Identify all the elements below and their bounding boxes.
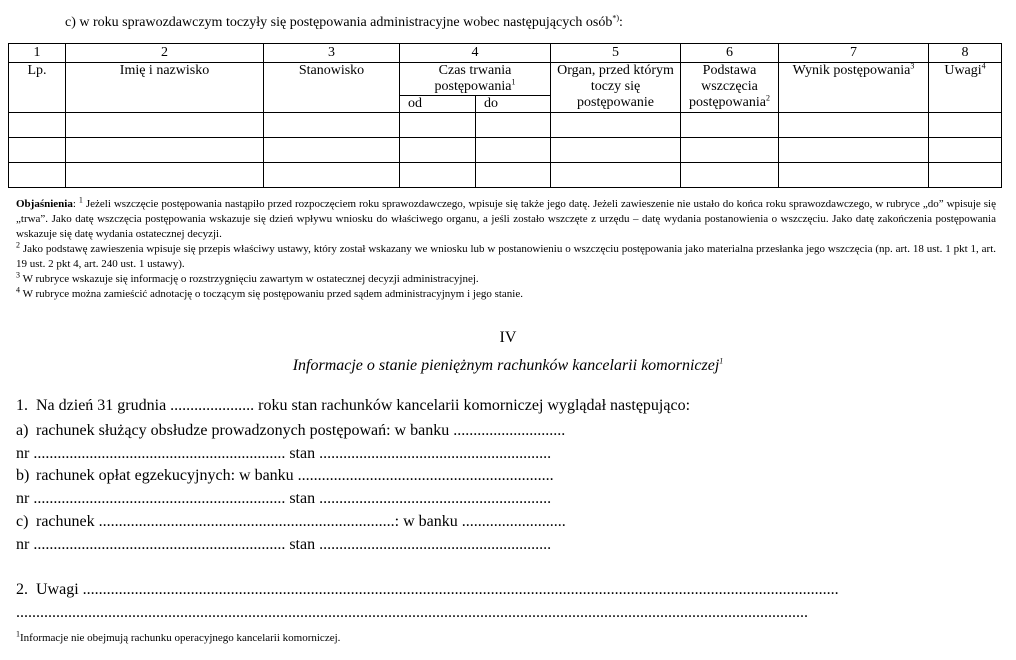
line-2-text[interactable]: Uwagi ............................................................................................................................................................................................. (36, 581, 839, 598)
line-nr-2[interactable]: nr ............................................................... stan .......................................................... (16, 490, 552, 507)
header-stanowisko: Stanowisko (264, 63, 400, 113)
col-num: 4 (400, 44, 551, 63)
section-title-text: Informacje o stanie pieniężnym rachunków kancelarii komorniczej (292, 357, 720, 374)
line-b (16, 467, 554, 485)
column-number-row (9, 44, 1002, 63)
header-podstawa (681, 63, 779, 113)
note-2-text: Jako podstawę zawieszenia wpisuje się przepis właściwy ustawy, który został wskazany we wniosku lub w postanowieniu o wszczęciu postępowania jako materialna przesłanka jego wszczęcia (np. art. 18 ust. 1 pkt 1, art. 19 ust. 2 pkt 4, art. 240 ust. 1 ustawy). (16, 243, 997, 270)
header-wynik-sup: 3 (910, 61, 915, 71)
table-cell[interactable] (264, 163, 400, 188)
intro-sup: *) (612, 13, 620, 23)
line-1-num: 1. (16, 397, 28, 414)
note-4 (16, 287, 996, 302)
table-cell[interactable] (551, 113, 681, 138)
table-cell[interactable] (66, 163, 264, 188)
intro-sentence: c) w roku sprawozdawczym toczyły się postępowania administracyjne wobec następujących osób (65, 15, 613, 30)
table-cell[interactable] (681, 113, 779, 138)
table-cell[interactable] (551, 138, 681, 163)
line-b-label: b) (16, 467, 30, 484)
note-2-sup: 2 (16, 240, 20, 250)
col-num: 1 (9, 44, 66, 63)
table-cell[interactable] (9, 113, 66, 138)
table-cell[interactable] (929, 113, 1002, 138)
line-1-text[interactable]: Na dzień 31 grudnia ..................... roku stan rachunków kancelarii komorniczej wyglądał następująco: (36, 397, 691, 414)
col-num: 2 (66, 44, 264, 63)
table-cell[interactable] (779, 163, 929, 188)
table-cell[interactable] (264, 113, 400, 138)
table-cell[interactable] (681, 163, 779, 188)
line-b-text[interactable]: rachunek opłat egzekucyjnych: w banku ................................................................ (36, 467, 554, 484)
line-a (16, 422, 565, 440)
note-3-sup: 3 (16, 270, 20, 280)
header-czas-sup: 1 (511, 77, 516, 87)
table-cell[interactable] (400, 138, 476, 163)
col-num: 5 (551, 44, 681, 63)
header-uwagi-sup: 4 (981, 61, 986, 71)
header-organ: Organ, przed którym toczy się postępowanie (551, 63, 681, 113)
footnote-text: Informacje nie obejmują rachunku operacyjnego kancelarii komorniczej. (20, 632, 341, 644)
header-do: do (476, 96, 551, 113)
intro-text (65, 14, 623, 32)
intro-tail: : (619, 15, 623, 30)
table-cell[interactable] (779, 138, 929, 163)
line-c (16, 513, 566, 531)
section-title (0, 357, 1016, 375)
note-1-sup: 1 (78, 195, 83, 205)
proceedings-table (8, 43, 1002, 188)
line-1 (16, 397, 690, 415)
header-row (9, 63, 1002, 96)
header-czas (400, 63, 551, 96)
table-row (9, 138, 1002, 163)
table-cell[interactable] (779, 113, 929, 138)
note-2 (16, 242, 996, 272)
table-cell[interactable] (400, 163, 476, 188)
header-imie: Imię i nazwisko (66, 63, 264, 113)
header-wynik (779, 63, 929, 113)
note-4-text: W rubryce można zamieścić adnotację o toczącym się postępowaniu przed sądem administracyjnym i jego stanie. (22, 288, 523, 300)
table-row (9, 163, 1002, 188)
col-num: 7 (779, 44, 929, 63)
col-num: 6 (681, 44, 779, 63)
table-cell[interactable] (66, 138, 264, 163)
header-podstawa-label: Podstawa wszczęcia postępowania (689, 63, 766, 110)
table-cell[interactable] (476, 138, 551, 163)
note-1: Objaśnienia: $^1$ Jeżeli wszczęcie postępowania nastąpiło przed rozpoczęciem roku sprawozdawczego, wpisuje się także jego datę. Jeżeli zawieszenie nie ustało do końca roku sprawozdawczego, w rubryce „do” wpisuje się „trwa”. Jako datę wszczęcia postępowania wskazuje się dzień wpływu wniosku do właściwego organu, a jeśli zostało wszczęte z urzędu – datę wydania postanowienia o wszczęciu. Jako datę zakończenia postępowania wskazuje się datę wydania ostatecznej decyzji. (16, 195, 996, 240)
table-cell[interactable] (681, 138, 779, 163)
footnote (16, 629, 341, 644)
table-cell[interactable] (551, 163, 681, 188)
table-cell[interactable] (9, 138, 66, 163)
header-podstawa-sup: 2 (765, 93, 770, 103)
note-3 (16, 272, 996, 287)
note-1-text: Jeżeli wszczęcie postępowania nastąpiło przed rozpoczęciem roku sprawozdawczego, wpisuje się także jego datę. Jeżeli zawieszenie nie ustało do końca roku sprawozdawczego, w rubryce „do” wpisuje się „trwa”. Jako datę wszczęcia postępowania wskazuje się dzień wpływu wniosku do właściwego organu, a jeśli zostało wszczęte z urzędu – datę wydania postanowienia o wszczęciu. Jako datę zakończenia postępowania wskazuje się datę wydania ostatecznej decyzji. (16, 198, 996, 240)
line-c-label: c) (16, 513, 29, 530)
col-num: 3 (264, 44, 400, 63)
header-uwagi-label: Uwagi (944, 63, 982, 78)
table-cell[interactable] (929, 138, 1002, 163)
table-cell[interactable] (476, 163, 551, 188)
line-2-num: 2. (16, 581, 28, 598)
table-cell[interactable] (400, 113, 476, 138)
table-cell[interactable] (476, 113, 551, 138)
header-lp: Lp. (9, 63, 66, 113)
line-3[interactable]: ...................................................................................................................................................................................................... (16, 604, 808, 621)
section-number: IV (499, 329, 517, 346)
table-cell[interactable] (66, 113, 264, 138)
note-4-sup: 4 (16, 285, 20, 295)
line-nr-3[interactable]: nr ............................................................... stan .......................................................... (16, 536, 552, 553)
line-a-label: a) (16, 422, 29, 439)
line-a-text[interactable]: rachunek służący obsłudze prowadzonych postępowań: w banku ............................ (36, 422, 566, 439)
header-uwagi (929, 63, 1002, 113)
line-nr-1[interactable]: nr ............................................................... stan .......................................................... (16, 445, 552, 462)
header-od: od (400, 96, 476, 113)
table-cell[interactable] (929, 163, 1002, 188)
line-c-text[interactable]: rachunek ..........................................................................: w banku .......................... (36, 513, 566, 530)
table-row (9, 113, 1002, 138)
col-num: 8 (929, 44, 1002, 63)
explanations (16, 197, 996, 302)
note-3-text: W rubryce wskazuje się informację o rozstrzygnięciu zawartym w ostatecznej decyzji administracyjnej. (22, 273, 479, 285)
header-czas-label: Czas trwania postępowania (434, 63, 512, 94)
header-wynik-label: Wynik postępowania (792, 63, 911, 78)
table-cell[interactable] (9, 163, 66, 188)
table-cell[interactable] (264, 138, 400, 163)
section-title-sup: 1 (719, 356, 724, 366)
notes-label: Objaśnienia (16, 198, 73, 210)
footnote-sup: 1 (16, 629, 20, 639)
line-2 (16, 581, 839, 599)
